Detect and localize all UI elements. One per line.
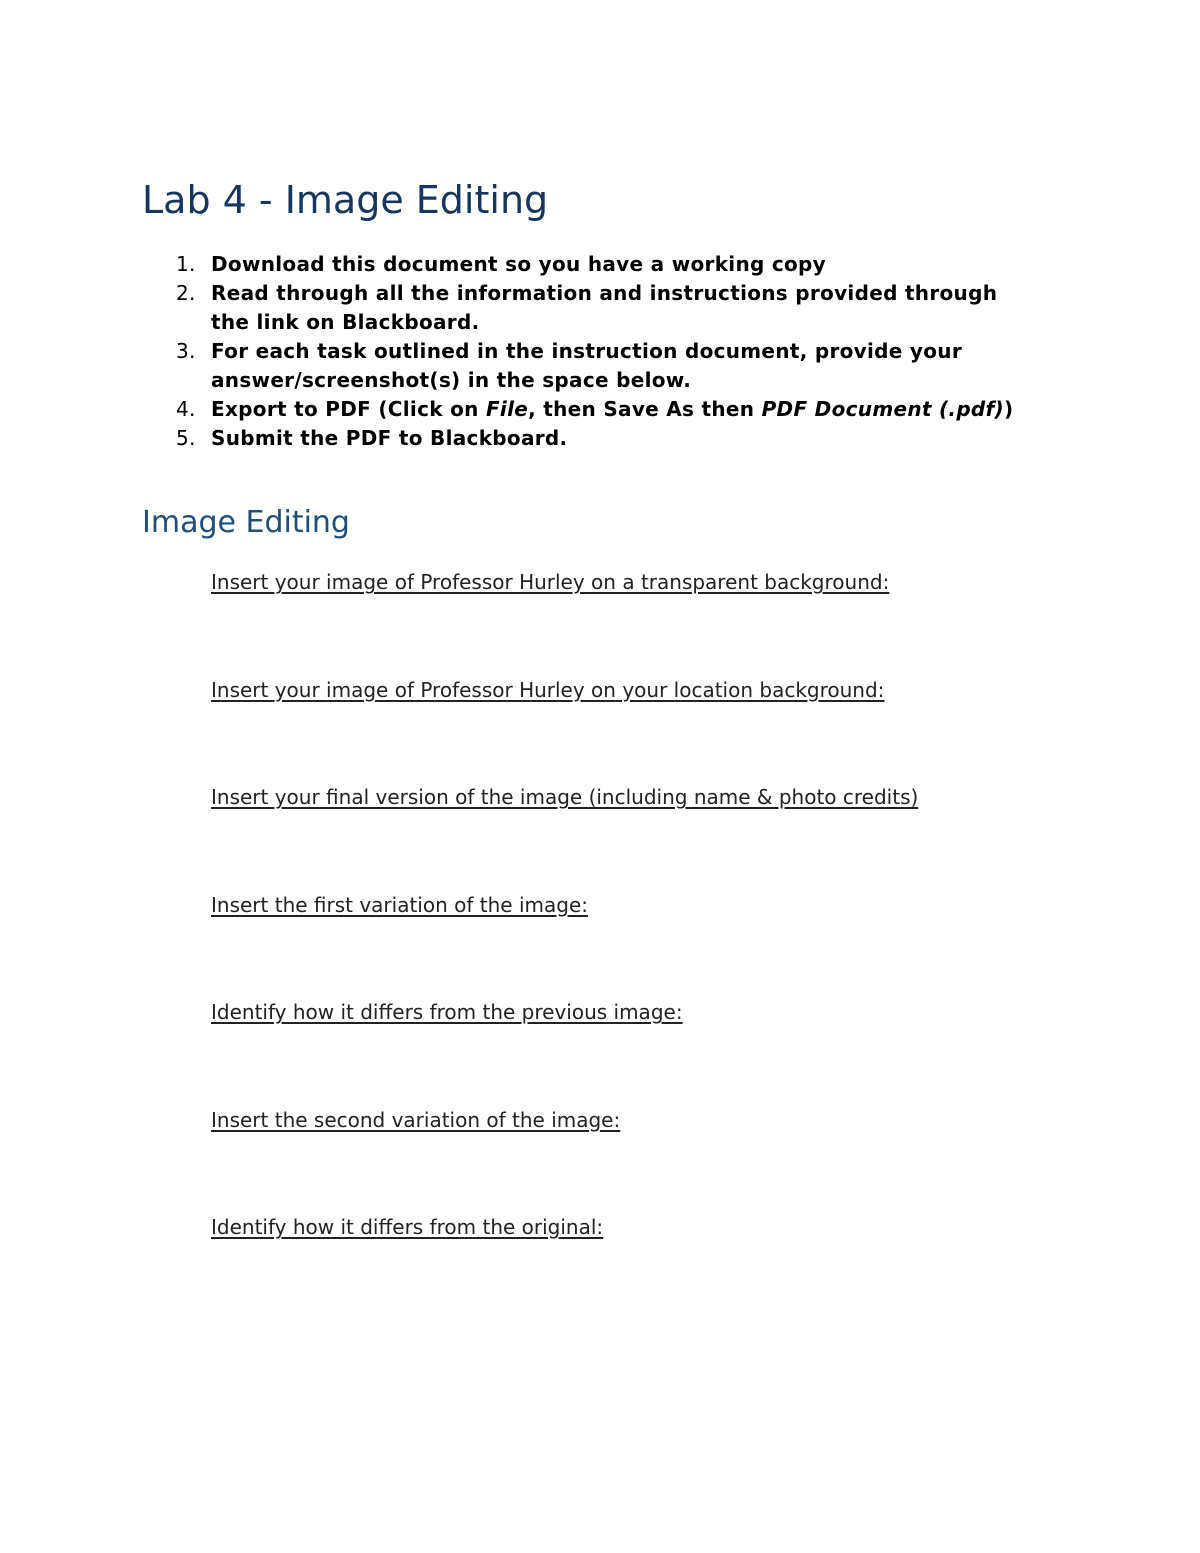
step-text: Download this document so you have a working copy: [211, 252, 827, 276]
step-number: 4.: [176, 397, 196, 421]
instruction-step-3: [142, 337, 1072, 395]
step-text: Export to PDF (Click on: [211, 397, 486, 421]
step-number: 5.: [176, 426, 196, 450]
step-text-continued: answer/screenshot(s) in the space below.: [211, 368, 692, 392]
prompt-second-variation-difference: Identify how it differs from the original:: [211, 1215, 604, 1239]
step-text: ): [1004, 397, 1014, 421]
prompt-final-version: Insert your final version of the image (including name & photo credits): [211, 785, 919, 809]
step-text: , then Save As then: [528, 397, 762, 421]
prompt-list: [211, 568, 918, 1321]
prompt-second-variation: Insert the second variation of the image:: [211, 1107, 621, 1132]
step-number: 1.: [176, 252, 196, 276]
step-number: 2.: [176, 281, 196, 305]
prompt-first-variation-difference: Identify how it differs from the previous image:: [211, 1000, 683, 1024]
instruction-step-2: [142, 279, 1072, 337]
step-text-file: File: [485, 397, 529, 421]
instruction-step-1: [142, 250, 1072, 279]
document-title: Lab 4 - Image Editing: [142, 178, 549, 222]
step-number: 3.: [176, 339, 196, 363]
instruction-step-5: [142, 424, 1072, 453]
step-text: For each task outlined in the instruction document, provide your: [211, 339, 962, 363]
instructions-list: [142, 250, 1072, 453]
prompt-transparent-background: Insert your image of Professor Hurley on a transparent background:: [211, 570, 890, 594]
step-text: Read through all the information and instructions provided through: [211, 281, 998, 305]
step-text-pdf-document: PDF Document (.pdf): [761, 397, 1004, 421]
prompt-location-background: Insert your image of Professor Hurley on your location background:: [211, 677, 885, 702]
instruction-step-4: [142, 395, 1072, 424]
step-text: Submit the PDF to Blackboard.: [211, 426, 568, 450]
prompt-first-variation: Insert the first variation of the image:: [211, 892, 588, 917]
step-text-continued: the link on Blackboard.: [211, 310, 480, 334]
section-heading: Image Editing: [142, 505, 350, 540]
